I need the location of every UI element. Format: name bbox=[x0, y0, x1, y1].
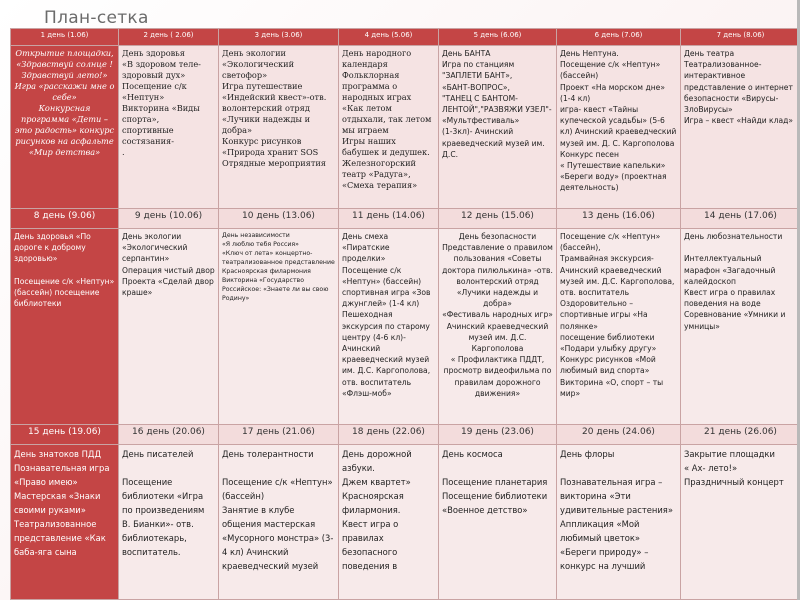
day-header: 3 день (3.06) bbox=[219, 29, 339, 46]
day-cell: День экологии «Экологический серпантин» Операция чистый двор Проекта «Сделай двор краше» bbox=[119, 229, 219, 425]
week3-row bbox=[11, 445, 800, 600]
day-cell: День здоровья «В здоровом теле- здоровый дух» Посещение с/к «Нептун» Викторина «Виды спорта», спортивные состязания- . bbox=[119, 46, 219, 209]
day-cell: День космоса Посещение планетария Посещение библиотеки «Военное детство» bbox=[439, 445, 557, 600]
day-header: 15 день (19.06) bbox=[11, 425, 119, 445]
day-header: 1 день (1.06) bbox=[11, 29, 119, 46]
week2-header-row bbox=[11, 209, 800, 229]
day-cell: День флоры Познавательная игра – викторина «Эти удивительные растения» Аппликация «Мой любимый цветок» «Береги природу» – конкурс на лучший bbox=[557, 445, 681, 600]
day-cell: День Нептуна. Посещение с/к «Нептун» (бассейн) Проект «На морском дне» (1-4 кл) игра- квест «Тайны купеческой усадьбы» (5-6 кл) Ачинский краеведческий музей им. Д. С. Каргополова Конкурс песен « Путешествие капельки» «Береги воду» (проектная деятельность) bbox=[557, 46, 681, 209]
day-cell: День дорожной азбуки. Джем квартет» Красноярская филармония. Квест игра о правилах безопасного поведения в bbox=[339, 445, 439, 600]
day-cell: День писателей Посещение библиотеки «Игра по произведениям В. Бианки»- отв. библиотекарь, воспитатель. bbox=[119, 445, 219, 600]
day-header: 20 день (24.06) bbox=[557, 425, 681, 445]
day-cell: День народного календаря Фольклорная программа о народных играх «Как летом отдыхали, так летом мы играем Игры наших бабушек и дедушек. Железногорский театр «Радуга», «Смеха терапия» bbox=[339, 46, 439, 209]
day-header: 9 день (10.06) bbox=[119, 209, 219, 229]
day-cell: День любознательности Интеллектуальный марафон «Загадочный калейдоскоп Квест игра о правилах поведения на воде Соревнование «Умники и умницы» bbox=[681, 229, 800, 425]
day-cell: Посещение с/к «Нептун» (бассейн), Трамвайная экскурсия- Ачинский краеведческий музей им. Д.С. Каргополова, отв. воспитатель Оздоровительно – спортивные игры «На полянке» посещение библиотеки «Подари улыбку другу» Конкурс рисунков «Мой любимый вид спорта» Викторина «О, спорт – ты мир» bbox=[557, 229, 681, 425]
day-cell: День знатоков ПДД Познавательная игра «Право имею» Мастерская «Знаки своими руками» Театрализованное представление «Как баба-яга сына bbox=[11, 445, 119, 600]
day-header: 2 день ( 2.06) bbox=[119, 29, 219, 46]
day-cell: Закрытие площадки « Ах- лето!» Праздничный концерт bbox=[681, 445, 800, 600]
day-cell: День безопасности Представление о правилом пользования «Советы доктора пилюлькина» -отв. волонтерский отряд «Лучики надежды и добра» «Фестиваль народных игр» Ачинский краеведческий музей им. Д.С. Каргополова « Профилактика ПДДТ, просмотр видеофильма по правилам дорожного движения» bbox=[439, 229, 557, 425]
day-header: 18 день (22.06) bbox=[339, 425, 439, 445]
day-header: 14 день (17.06) bbox=[681, 209, 800, 229]
week1-row bbox=[11, 46, 800, 209]
day-cell: День театра Театрализованное- интерактивное представление о интернет безопасности «Вирусы-ЗлоВирусы» Игра – квест «Найди клад» bbox=[681, 46, 800, 209]
day-cell: День независимости «Я люблю тебя Россия» «Ключ от лета» концертно-театрализованное представление Красноярская филармония Викторина «Государство Российское: «Знаете ли вы свою Родину» bbox=[219, 229, 339, 425]
day-header: 12 день (15.06) bbox=[439, 209, 557, 229]
day-cell: День смеха «Пиратские проделки» Посещение с/к «Нептун» (бассейн) спортивная игра «Зов джунглей» (1-4 кл) Пешеходная экскурсия по старому центру (4-6 кл)- Ачинский краеведческий музей им. Д.С. Каргополова, отв. воспитатель «Флэш-моб» bbox=[339, 229, 439, 425]
day-header: 10 день (13.06) bbox=[219, 209, 339, 229]
day-header: 11 день (14.06) bbox=[339, 209, 439, 229]
day-header: 19 день (23.06) bbox=[439, 425, 557, 445]
day-cell: День толерантности Посещение с/к «Нептун» (бассейн) Занятие в клубе общения мастерская «Мусорного монстра» (3-4 кл) Ачинский краеведческий музей bbox=[219, 445, 339, 600]
day-cell: День экологии «Экологический светофор» Игра путешествие «Индейский квест»-отв. волонтерский отряд «Лучики надежды и добра» Конкурс рисунков «Природа хранит SOS Отрядные мероприятия bbox=[219, 46, 339, 209]
day-header: 17 день (21.06) bbox=[219, 425, 339, 445]
day-cell: День БАНТА Игра по станциям "ЗАПЛЕТИ БАНТ», «БАНТ-ВОПРОС», "ТАНЕЦ С БАНТОМ-ЛЕНТОЙ","РАЗВЯЖИ УЗЕЛ"- «Мультфестиваль» (1-3кл)- Ачинский краеведческий музей им. Д.С. bbox=[439, 46, 557, 209]
day-header: 8 день (9.06) bbox=[11, 209, 119, 229]
day-cell: Открытие площадки, «Здравствуй солнце ! Здравствуй лето!» Игра «расскажи мне о себе» Конкурсная программа «Дети – это радость» конкурс рисунков на асфальте «Мир детства» bbox=[11, 46, 119, 209]
day-header: 4 день (5.06) bbox=[339, 29, 439, 46]
week3-header-row bbox=[11, 425, 800, 445]
plan-grid-table bbox=[10, 28, 800, 600]
page-title: План-сетка bbox=[44, 8, 149, 28]
day-header: 13 день (16.06) bbox=[557, 209, 681, 229]
day-header: 6 день (7.06) bbox=[557, 29, 681, 46]
day-header: 7 день (8.06) bbox=[681, 29, 800, 46]
day-header: 16 день (20.06) bbox=[119, 425, 219, 445]
week2-row bbox=[11, 229, 800, 425]
day-cell: День здоровья «По дороге к доброму здоровью» Посещение с/к «Нептун» (бассейн) посещение библиотеки bbox=[11, 229, 119, 425]
day-header: 21 день (26.06) bbox=[681, 425, 800, 445]
day-header: 5 день (6.06) bbox=[439, 29, 557, 46]
week1-header-row bbox=[11, 29, 800, 46]
